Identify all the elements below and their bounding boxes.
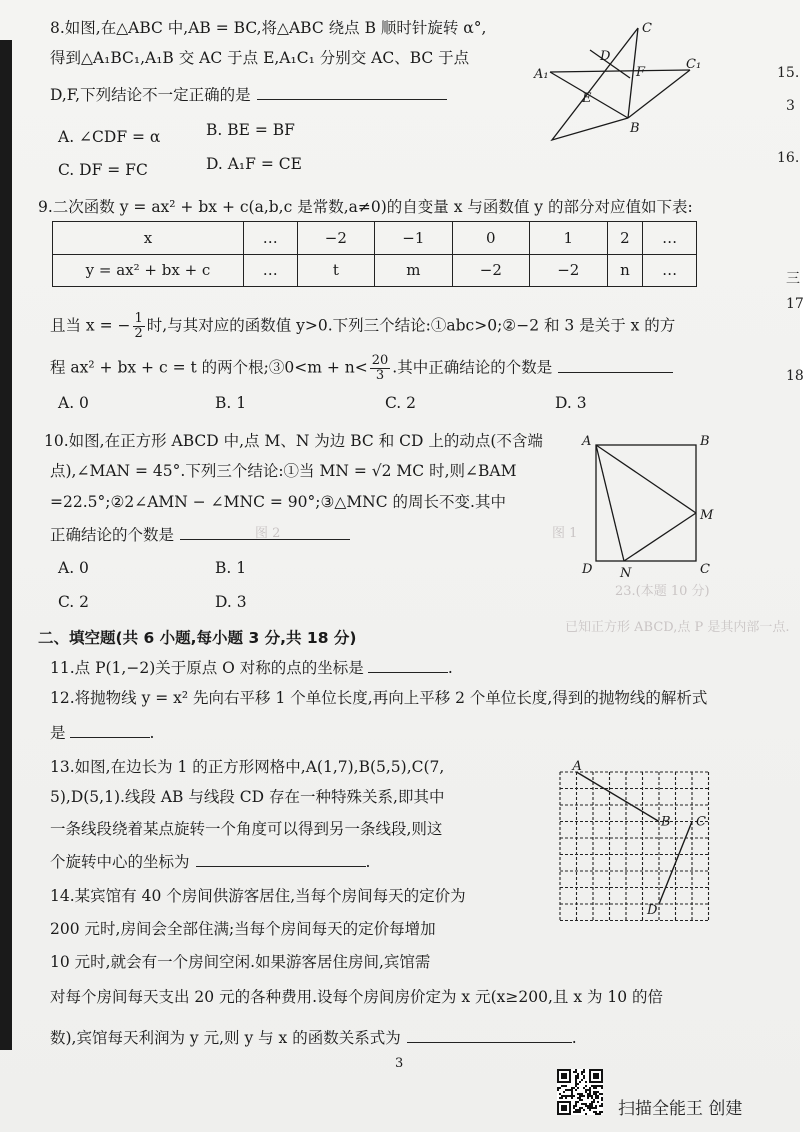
table-row bbox=[53, 222, 697, 255]
q8-triangle-figure bbox=[530, 20, 720, 150]
q9-condition-line: 程 ax² + bx + c = t 的两个根;③0<m + n< $\frac{20}{3}$ .其中正确结论的个数是 bbox=[50, 354, 673, 383]
qr-code-icon bbox=[557, 1069, 603, 1115]
q8-text-line: 8.如图,在△ABC 中,AB = BC,将△ABC 绕点 B 顺时针旋转 α°, bbox=[50, 19, 487, 37]
q14-text-line: 200 元时,房间会全部住满;当每个房间每天的定价每增加 bbox=[50, 920, 436, 938]
q10-text-line: =22.5°;②2∠AMN − ∠MNC = 90°;③△MNC 的周长不变.其中 bbox=[50, 493, 506, 511]
fig-label-e: E bbox=[582, 91, 592, 106]
table-row bbox=[53, 254, 697, 287]
q10-option-a: A. 0 bbox=[58, 559, 89, 577]
fig-label-b: B bbox=[630, 121, 640, 136]
q13-text-line: 个旋转中心的坐标为 . bbox=[50, 853, 371, 871]
table-cell: 0 bbox=[452, 222, 529, 255]
q9-option-c: C. 2 bbox=[385, 394, 417, 412]
q10-text-line: 10.如图,在正方形 ABCD 中,点 M、N 为边 BC 和 CD 上的动点(不含端 bbox=[44, 432, 543, 450]
table-cell: m bbox=[375, 254, 452, 287]
fig-label-n: N bbox=[620, 566, 632, 581]
answer-blank[interactable] bbox=[368, 657, 448, 673]
q9-option-a: A. 0 bbox=[58, 394, 89, 412]
table-cell: −1 bbox=[375, 222, 452, 255]
fig-label-b: B bbox=[700, 434, 710, 449]
scan-edge-shadow bbox=[0, 40, 12, 1050]
margin-number: 3 bbox=[786, 98, 795, 114]
q10-text-line: 正确结论的个数是 bbox=[50, 524, 350, 545]
answer-blank[interactable] bbox=[180, 524, 350, 540]
q14-text-line: 14.某宾馆有 40 个房间供游客居住,当每个房间每天的定价为 bbox=[50, 887, 466, 905]
q8-option-b: B. BE = BF bbox=[206, 121, 295, 139]
table-cell: −2 bbox=[297, 222, 374, 255]
section-heading: 二、填空题(共 6 小题,每小题 3 分,共 18 分) bbox=[38, 629, 357, 647]
bleed-through-text: 图 2 bbox=[255, 526, 281, 541]
table-cell: n bbox=[607, 254, 643, 287]
q10-option-b: B. 1 bbox=[215, 559, 247, 577]
table-cell: … bbox=[643, 222, 697, 255]
table-cell: −2 bbox=[452, 254, 529, 287]
margin-number: 三 bbox=[786, 271, 800, 287]
fig-label-c: C bbox=[700, 562, 710, 577]
margin-number: 15. bbox=[777, 65, 800, 81]
q13-grid-figure bbox=[540, 760, 740, 930]
table-cell: … bbox=[244, 254, 298, 287]
table-cell: −2 bbox=[530, 254, 607, 287]
bleed-through-text: 图 1 bbox=[552, 526, 578, 541]
q12-text-line: 是 . bbox=[50, 724, 155, 742]
margin-number: 18 bbox=[786, 368, 804, 384]
fig-label-m: M bbox=[700, 508, 714, 523]
fig-label-f: F bbox=[636, 65, 646, 80]
scanner-watermark-text: 扫描全能王 创建 bbox=[618, 1099, 743, 1119]
table-cell: … bbox=[244, 222, 298, 255]
q10-option-d: D. 3 bbox=[215, 593, 247, 611]
fig-label-c: C bbox=[696, 814, 706, 830]
margin-number: 16. bbox=[777, 150, 800, 166]
q10-text-line: 点),∠MAN = 45°.下列三个结论:①当 MN = √2 MC 时,则∠BAM bbox=[50, 462, 517, 480]
fig-label-a: A bbox=[582, 434, 592, 449]
table-cell: 1 bbox=[530, 222, 607, 255]
margin-number: 17 bbox=[786, 296, 804, 312]
q8-text-line: D,F,下列结论不一定正确的是 bbox=[50, 84, 447, 105]
q13-text-line: 5),D(5,1).线段 AB 与线段 CD 存在一种特殊关系,即其中 bbox=[50, 788, 445, 806]
table-cell: … bbox=[643, 254, 697, 287]
q8-option-c: C. DF = FC bbox=[58, 161, 148, 179]
q14-text-line: 对每个房间每天支出 20 元的各种费用.设每个房间房价定为 x 元(x≥200,且 x 为 10 的倍 bbox=[50, 988, 664, 1006]
q9-option-b: B. 1 bbox=[215, 394, 247, 412]
fraction: $\frac{20}{3}$ bbox=[371, 353, 389, 383]
q14-text-line: 10 元时,就会有一个房间空闲.如果游客居住房间,宾馆需 bbox=[50, 953, 431, 971]
table-cell: 2 bbox=[607, 222, 643, 255]
q9-value-table bbox=[52, 221, 697, 287]
q9-condition-line: 且当 x = − $\frac{1}{2}$ 时,与其对应的函数值 y>0.下列三个结论:①abc>0;②−2 和 3 是关于 x 的方 bbox=[50, 311, 676, 341]
table-cell: y = ax² + bx + c bbox=[53, 254, 244, 287]
q9-intro: 9.二次函数 y = ax² + bx + c(a,b,c 是常数,a≠0)的自变量 x 与函数值 y 的部分对应值如下表: bbox=[38, 198, 693, 216]
q12-text-line: 12.将抛物线 y = x² 先向右平移 1 个单位长度,再向上平移 2 个单位长度,得到的抛物线的解析式 bbox=[50, 689, 708, 707]
q8-option-d: D. A₁F = CE bbox=[206, 155, 302, 173]
fig-label-b: B bbox=[661, 814, 671, 830]
table-cell: t bbox=[297, 254, 374, 287]
answer-blank[interactable] bbox=[70, 722, 150, 738]
answer-blank[interactable] bbox=[558, 357, 673, 373]
bleed-through-text: 已知正方形 ABCD,点 P 是其内部一点. bbox=[565, 620, 790, 635]
q14-text-line: 数),宾馆每天利润为 y 元,则 y 与 x 的函数关系式为 . bbox=[50, 1029, 577, 1047]
answer-blank[interactable] bbox=[407, 1027, 572, 1043]
q8-option-a: A. ∠CDF = α bbox=[58, 128, 161, 146]
fig-label-a: A bbox=[572, 759, 582, 774]
fig-label-c1: C₁ bbox=[686, 57, 702, 72]
q10-option-c: C. 2 bbox=[58, 593, 90, 611]
q8-text-line: 得到△A₁BC₁,A₁B 交 AC 于点 E,A₁C₁ 分别交 AC、BC 于点 bbox=[50, 49, 470, 67]
q10-square-figure bbox=[580, 435, 720, 580]
fig-label-d: D bbox=[600, 49, 611, 64]
fig-label-a1: A₁ bbox=[534, 67, 549, 82]
answer-blank[interactable] bbox=[257, 84, 447, 100]
q13-text-line: 13.如图,在边长为 1 的正方形网格中,A(1,7),B(5,5),C(7, bbox=[50, 758, 445, 776]
fig-label-d: D bbox=[582, 562, 593, 577]
q9-option-d: D. 3 bbox=[555, 394, 587, 412]
answer-blank[interactable] bbox=[196, 851, 366, 867]
fig-label-d: D bbox=[647, 903, 658, 918]
q13-text-line: 一条线段绕着某点旋转一个角度可以得到另一条线段,则这 bbox=[50, 820, 443, 838]
fraction: $\frac{1}{2}$ bbox=[134, 311, 143, 341]
page-number: 3 bbox=[395, 1056, 404, 1071]
table-cell: x bbox=[53, 222, 244, 255]
q11-text: 11.点 P(1,−2)关于原点 O 对称的点的坐标是 . bbox=[50, 659, 453, 677]
bleed-through-text: 23.(本题 10 分) bbox=[615, 584, 710, 599]
fig-label-c: C bbox=[642, 21, 652, 36]
